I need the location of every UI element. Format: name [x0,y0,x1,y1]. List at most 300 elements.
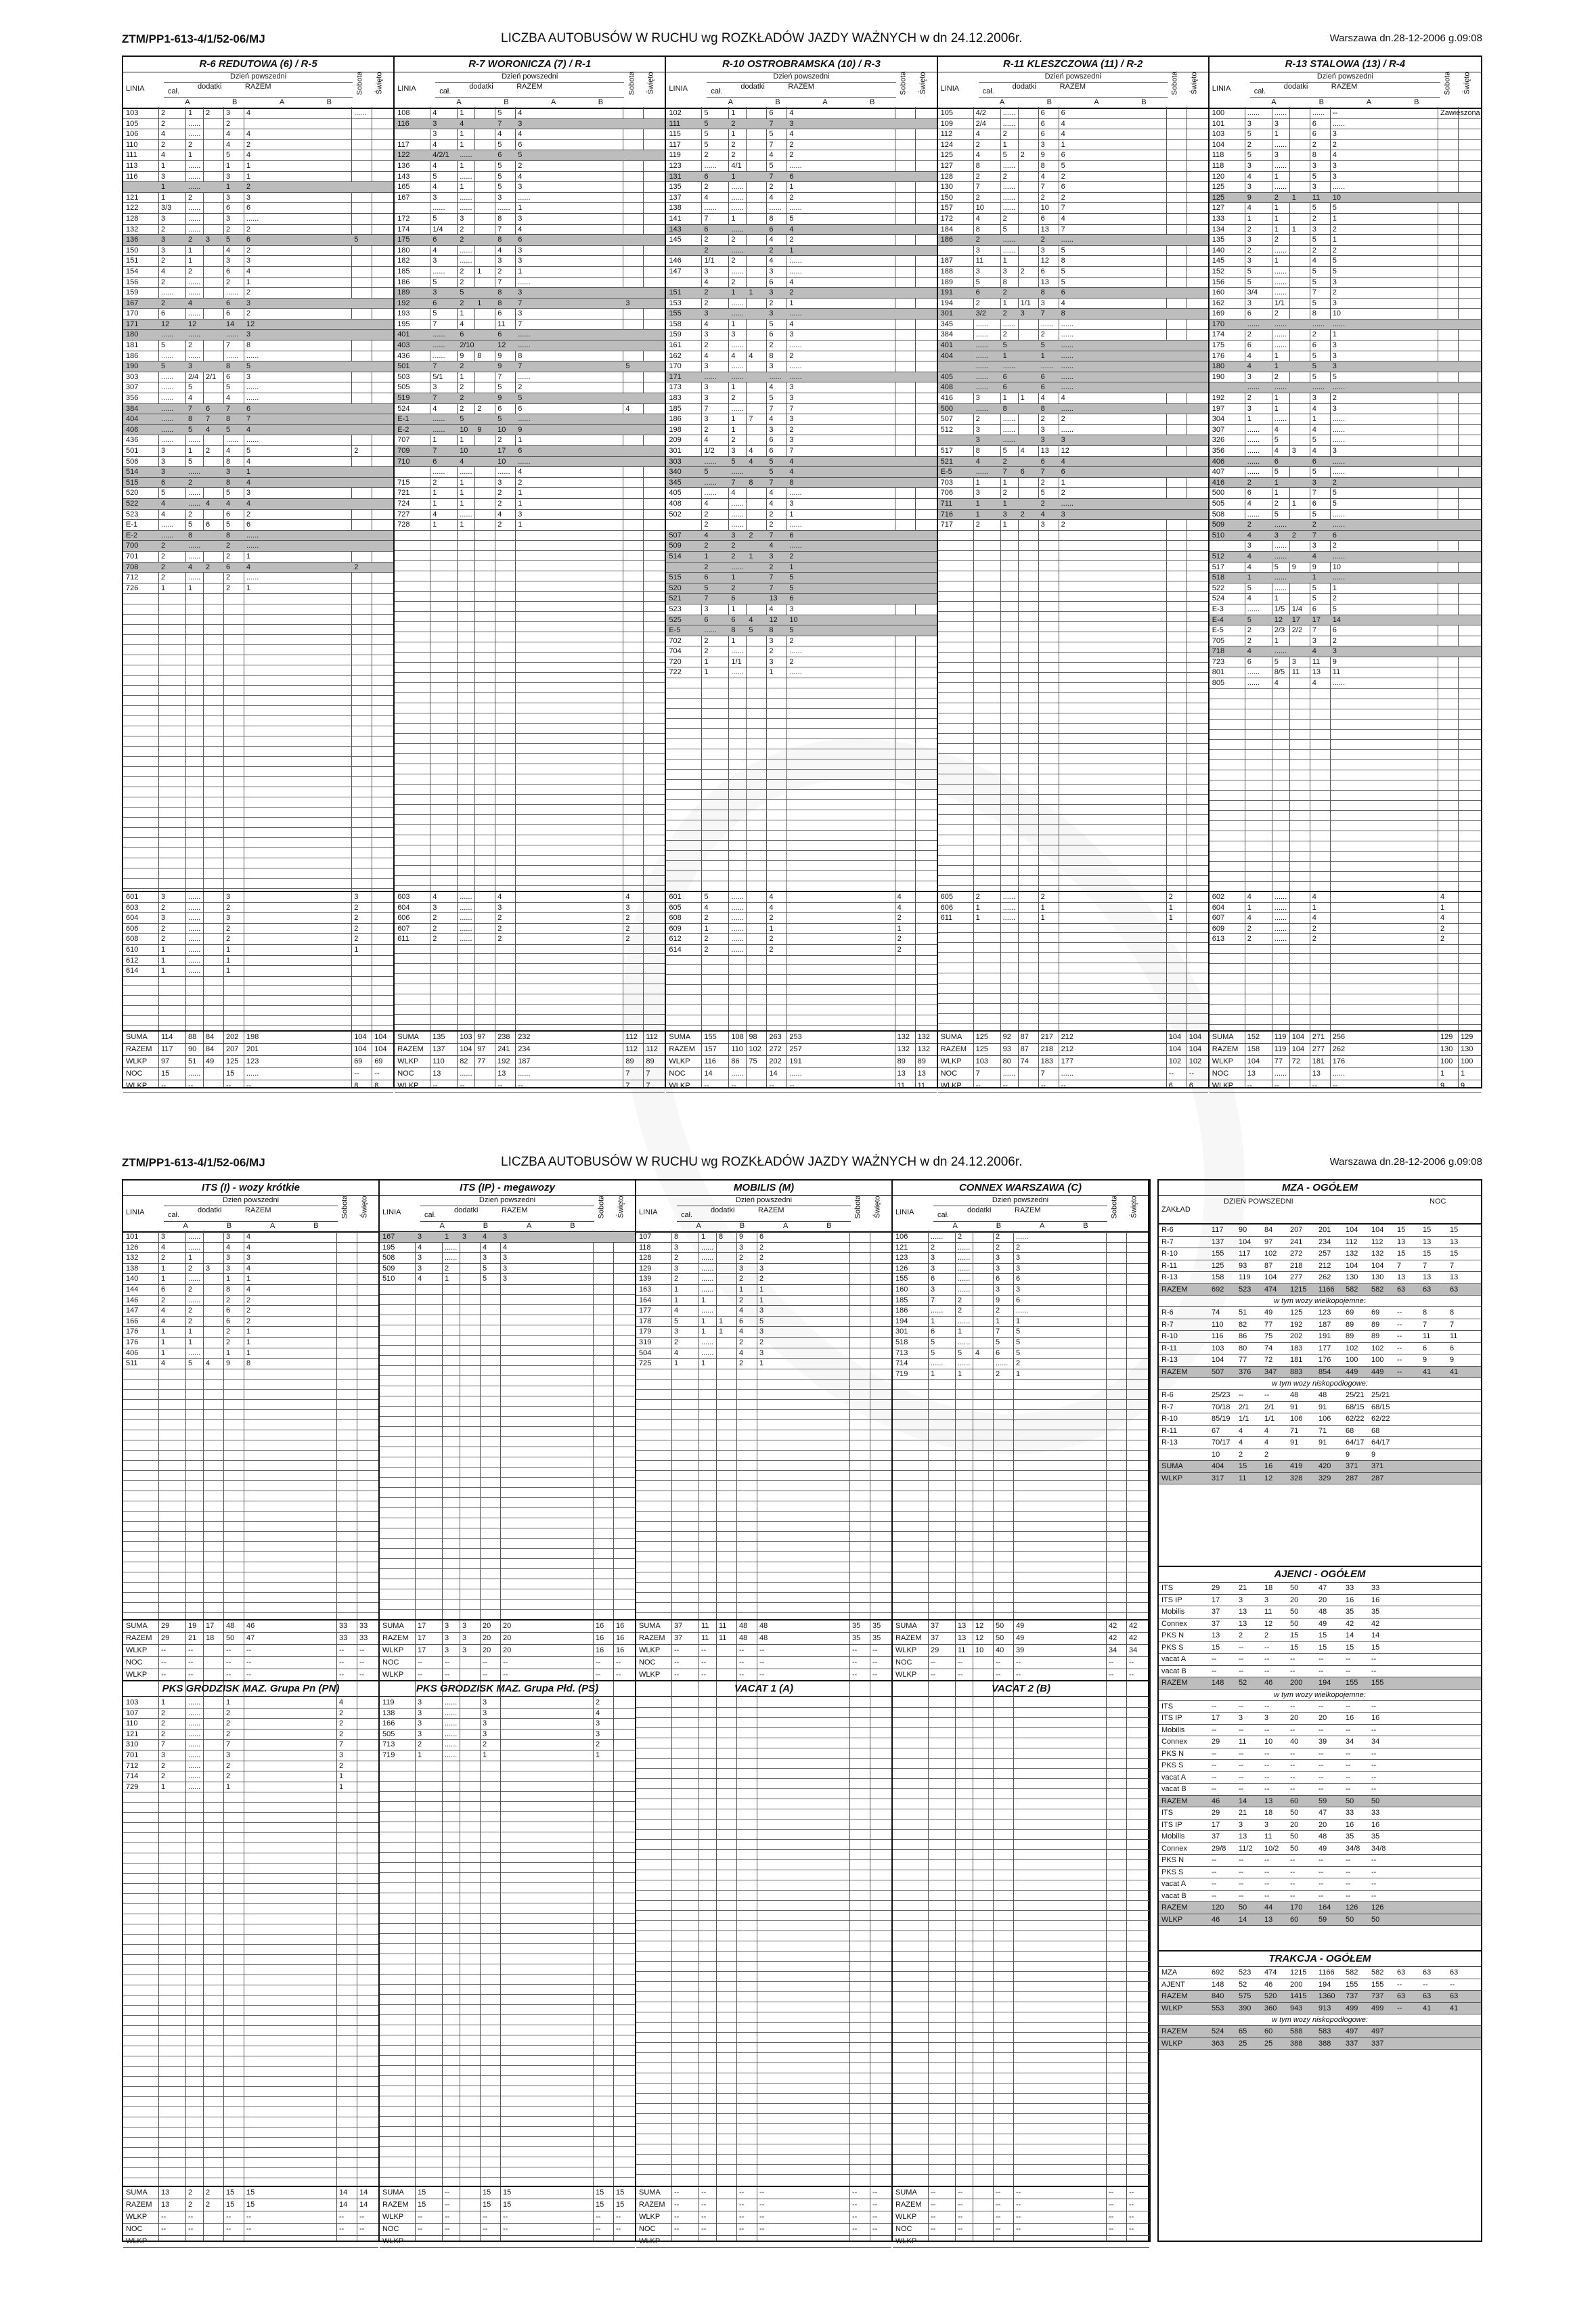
cell: 25 [1264,2039,1273,2048]
cell: E-1 [397,415,409,424]
table-row [666,499,936,510]
cell: 7 [769,573,774,582]
cell: -- [1290,1880,1295,1888]
cell: ...... [1274,246,1287,255]
cell: 7 [789,447,794,455]
cell: 35 [1346,1832,1354,1840]
cell: 119 [1239,1273,1251,1281]
cell: 4 [433,161,437,170]
cell: 15 [1346,1643,1354,1652]
cell: SUMA [1161,1462,1183,1470]
column-header [893,1196,1148,1233]
cell: 5 [704,468,709,477]
cell: 6 [1061,151,1065,160]
cell: 1 [226,956,231,965]
mza-row [1159,1354,1481,1367]
cell: 4 [625,893,630,901]
cell: 89 [625,1057,634,1065]
table-row [395,414,665,425]
summary-row [893,1620,1148,1633]
cell: 6 [1312,119,1316,128]
rows [123,1232,378,1369]
cell: 505 [1212,499,1225,508]
cell: 345 [940,319,953,328]
cell: ...... [1332,319,1346,328]
cell: 218 [1040,1045,1053,1053]
cell: 4 [789,319,794,328]
cell: ...... [1002,893,1015,901]
cell: 189 [397,288,410,297]
cell: 241 [497,1045,510,1053]
cell: ...... [1274,935,1287,944]
table-block [666,57,937,1090]
cell: 1 [704,552,709,560]
cell: 35 [1346,1608,1354,1616]
cell: 14 [226,319,235,328]
mza-row [1159,1642,1481,1654]
cell: 2 [161,552,166,560]
cell: -- [1239,1667,1244,1675]
cell: 131 [669,172,682,181]
cell: WLKP [940,1082,962,1090]
table-row [123,934,393,945]
cell: WLKP [126,1082,148,1090]
mza-row [1159,1677,1481,1690]
cell: 3 [759,1306,764,1315]
cell: 1 [1040,351,1045,360]
cell: R-7 [1161,1320,1174,1329]
cell: 607 [1212,914,1225,923]
cell: 6 [226,372,231,381]
table-block [123,1681,380,2245]
table-row [395,225,665,236]
cell: 726 [126,583,139,592]
summary-row [666,1056,936,1068]
cell: 5 [704,140,709,149]
cell: 2 [161,225,166,234]
col-ab-label: B [598,98,604,106]
cell: 3 [1040,436,1045,445]
col-razem: RAZEM [1331,83,1358,91]
table-row [395,235,665,246]
table-row [123,414,393,425]
cell: -- [759,2237,765,2245]
cell: 15 [596,2188,604,2197]
cell: 1 [596,1750,600,1759]
cell: 3 [246,257,251,265]
cell: ...... [789,341,802,350]
cell: ...... [789,257,802,265]
cell: -- [1274,1082,1280,1090]
cell: 8 [975,161,980,170]
col-dzien-powszedni: Dzień powszedni [435,72,624,83]
cell: ...... [1332,510,1346,519]
cell: 13 [1264,1796,1273,1805]
table-row [380,1264,635,1275]
cell: 2 [731,119,736,128]
cell: 497 [1371,2027,1384,2035]
cell: ...... [958,1285,971,1294]
table-row [1210,510,1481,521]
cell: 89 [917,1057,926,1065]
cell: 404 [1212,1462,1224,1470]
rows [123,108,393,594]
mza-row [1159,1248,1481,1260]
cell: 5 [1016,1338,1021,1346]
cell: 41 [1423,1367,1432,1376]
col-swieto: Święto [1463,72,1471,95]
cell: 128 [940,172,953,181]
cell: 13 [1040,447,1049,455]
cell: 1 [731,109,736,117]
cell: 1 [789,183,794,192]
col-rule [849,1696,850,2180]
cell: ...... [460,172,472,181]
cell: 3 [433,903,437,912]
table-row [1210,583,1481,594]
cell: 8 [497,299,502,307]
cell: ...... [958,1317,971,1325]
section-caption: w tym wozy niskopodłogowe: [1159,1378,1481,1390]
cell: -- [226,2237,231,2245]
cell: -- [931,1671,936,1679]
cell: 4 [769,489,774,498]
table-row [123,140,393,151]
cell: 20 [1290,1714,1299,1722]
cell: 62/22 [1371,1415,1390,1423]
cell: 7 [1423,1261,1427,1270]
cell: 9 [497,362,502,371]
cell: 3 [497,193,502,202]
cell: 3 [433,288,437,297]
cell: ITS IP [1161,1714,1182,1722]
cell: 5 [789,583,794,592]
table-row [1210,172,1481,183]
table-row [666,510,936,521]
cell: 70/17 [1212,1438,1231,1447]
cell: 1 [769,668,774,677]
cell: ...... [188,1233,201,1241]
cell: 10 [789,615,798,624]
cell: 49 [1318,1844,1327,1853]
table-row [123,182,393,193]
column-header [666,72,936,109]
summary-row [395,1080,665,1093]
cell: 4 [246,1233,251,1241]
cell: 3 [460,214,464,223]
cell: 2 [206,109,210,117]
cell: 2 [769,647,774,656]
cell: 6 [739,1317,744,1325]
cell: 6 [1061,183,1065,192]
cell: 5 [1040,489,1045,498]
cell: 11 [1239,1474,1247,1482]
cell: 6 [1332,531,1337,539]
cell: -- [359,2237,365,2245]
cell: 154 [126,267,139,275]
cell: 1 [226,945,231,954]
table-row [636,1359,891,1369]
cell: 5 [497,383,502,392]
table-row [1210,299,1481,309]
cell: 50 [226,1634,235,1642]
cell: 609 [669,924,682,933]
cell: 2 [161,140,166,149]
cell: 8 [975,447,980,455]
cell: ...... [1061,383,1073,392]
cell: -- [739,2188,745,2197]
cell: 712 [126,1761,139,1770]
cell: 5 [1002,447,1007,455]
top-header [122,27,1482,50]
cell: ...... [518,193,531,202]
cell: 1415 [1290,1992,1307,2000]
cell: 10 [460,447,468,455]
cell: 514 [126,468,139,477]
cell: 125 [1212,193,1225,202]
col-rule [442,1696,443,2180]
cell: 187 [518,1057,531,1065]
cell: 153 [669,299,682,307]
cell: 11 [1291,668,1300,677]
cell: -- [1264,1773,1270,1782]
cell: 1 [460,130,464,139]
cell: 182 [397,257,410,265]
table-block [380,1681,636,2245]
cell: 159 [669,330,682,339]
cell: -- [996,1671,1001,1679]
cell: 436 [126,436,139,445]
col-zaklad: ZAKŁAD [1161,1206,1191,1214]
cell: WLKP [895,1646,917,1654]
cell: vacat A [1161,1773,1187,1782]
table-row [1210,150,1481,161]
cell: 801 [1212,668,1225,677]
table-row [893,1359,1148,1369]
table-row [938,351,1208,362]
cell: 1 [477,267,482,275]
cell: 388 [1290,2039,1303,2048]
cell: -- [1290,1702,1295,1711]
table-row [938,299,1208,309]
summary-row [123,2211,378,2224]
cell: -- [616,1671,621,1679]
mza-row [1159,1701,1481,1713]
cell: 4 [497,510,502,519]
rows [636,1232,891,1369]
cell: ...... [1312,383,1325,392]
cell: 6 [769,436,774,445]
cell: 8 [497,288,502,297]
cell: 6 [789,531,794,539]
cell: -- [1239,1749,1244,1758]
cell: 15 [503,2201,512,2209]
mza-row [1159,1772,1481,1784]
cell: -- [1346,1667,1351,1675]
cell: 6 [769,330,774,339]
cell: ...... [161,383,174,392]
table-row [395,913,665,924]
cell: ...... [161,415,174,424]
table-row [636,1327,891,1338]
cell: 212 [1061,1045,1073,1053]
cell: 167 [126,299,139,307]
cell: 4 [704,903,709,912]
col-rule [203,1696,204,2180]
cell: 148 [1212,1980,1224,1989]
cell: -- [616,2225,621,2233]
col-ab-label: A [439,1222,445,1230]
cell: 4 [246,130,251,139]
cell: 4 [1061,457,1065,466]
mza-row [1159,1914,1481,1926]
cell: 109 [940,119,953,128]
cell: ...... [1247,109,1260,117]
cell: RAZEM [126,2201,152,2209]
col-sobota: Sobota [1443,71,1452,95]
cell: 4 [226,394,231,403]
cell: 2 [625,924,630,933]
cell: -- [739,2225,745,2233]
cell: ...... [188,225,201,234]
cell: 1 [1274,351,1279,360]
cell: 181 [1290,1356,1303,1364]
table-row [938,319,1208,330]
cell: 8 [226,415,231,424]
cell: 132 [897,1033,910,1041]
cell: 48 [226,1622,235,1630]
cell: 3 [226,1233,231,1241]
cell: WLKP [126,1057,148,1065]
cell: -- [483,1671,488,1679]
table-row [893,1317,1148,1327]
cell: 9 [1312,563,1316,571]
cell: 3 [769,552,774,560]
cell: 1 [1016,1317,1021,1325]
cell: 4 [769,499,774,508]
rows [1210,108,1481,689]
cell: -- [339,1671,345,1679]
cell: 119 [382,1698,395,1706]
cell: 37 [1212,1619,1220,1628]
cell: WLKP [1212,1057,1233,1065]
cell: -- [1212,1725,1217,1734]
cell: 611 [940,914,953,923]
cell: ...... [445,1708,458,1717]
cell: 3 [246,330,251,339]
cell: 5 [1312,299,1316,307]
cell: 8 [226,531,231,539]
cell: 20 [1318,1714,1327,1722]
cell: 120 [1212,172,1225,181]
cell: 416 [940,394,953,403]
cell: ...... [1274,542,1287,550]
cell: 4 [625,404,630,413]
cell: 2 [226,1761,231,1770]
cell: 77 [1239,1356,1247,1364]
cell: 4 [246,1264,251,1273]
cell: 1 [975,499,980,508]
cell: 2 [769,299,774,307]
cell: 272 [1290,1250,1303,1258]
table-row [395,435,665,446]
summary-row [1210,1044,1481,1056]
col-sobota: Sobota [899,71,908,95]
cell: 3 [759,1264,764,1273]
cell: 2 [246,510,251,519]
cell: 39 [1016,1646,1025,1654]
cell: 68 [1371,1426,1380,1435]
cell: 4/2 [975,109,986,117]
table-row [1210,129,1481,140]
col-ab [1250,97,1440,108]
cell: 1 [1002,478,1007,487]
summary-rows [893,2186,1149,2248]
table-row [636,1317,891,1327]
cell: ...... [354,109,367,117]
cell: 50 [1290,1584,1299,1592]
cell: 3 [769,362,774,371]
cell: 2 [497,914,502,923]
mza-row [1159,1725,1481,1737]
cell: 3 [1247,542,1251,550]
cell: 8 [1040,404,1045,413]
cell: 6 [433,236,437,244]
cell: 3 [188,362,193,371]
cell: ...... [1061,499,1073,508]
cell: 7 [769,583,774,592]
cell: 135 [1212,236,1225,244]
table-row [395,299,665,309]
cell: 2 [188,236,193,244]
cell: 4 [1061,119,1065,128]
cell: 171 [669,372,682,381]
cell: -- [852,2188,858,2197]
table-row [1210,319,1481,330]
cell: -- [418,1671,423,1679]
cell: 37 [931,1634,939,1642]
cell: 1/1 [1020,299,1031,307]
cell: 1 [433,499,437,508]
cell: ...... [188,1782,201,1791]
cell: 1 [759,1296,764,1304]
cell: 5 [188,425,193,434]
cell: 35 [1371,1832,1380,1840]
cell: 2 [789,657,794,666]
cell: 3 [462,1646,467,1654]
lower-rows [1210,891,1481,945]
cell: 41 [1450,2004,1459,2012]
cell: -- [445,1658,450,1667]
cell: -- [852,1671,858,1679]
cell: 8 [1040,288,1045,297]
cell: 6 [497,151,502,160]
cell: 1 [1247,415,1251,424]
cell: 91 [1318,1438,1327,1447]
cell: 130 [940,183,953,192]
lower-rows [938,891,1208,924]
cell: NOC [639,2225,656,2233]
cell: 512 [1212,552,1225,560]
cell: 5 [769,161,774,170]
cell: -- [1318,1773,1324,1782]
cell: 3 [161,447,166,455]
table-row [636,1232,891,1243]
cell: 401 [940,341,953,350]
cell: 7 [646,1070,650,1078]
cell: 3 [445,1634,449,1642]
cell: 4 [246,267,251,275]
